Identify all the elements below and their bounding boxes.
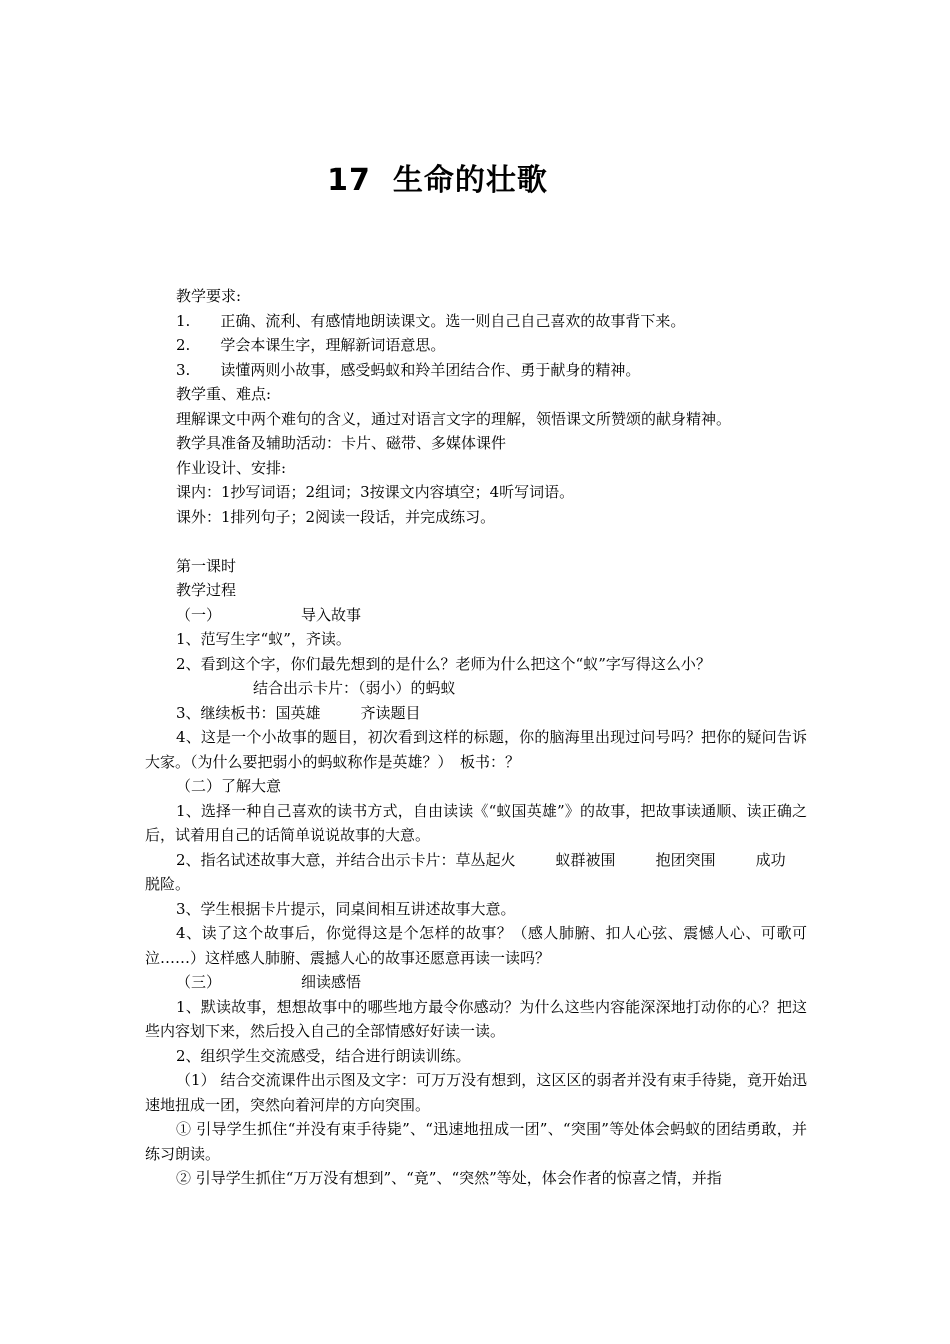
section-heading: （三） 细读感悟 bbox=[176, 973, 362, 991]
step-text: ① 引导学生抓住“并没有束手待毙”、“迅速地扭成一团”、“突围”等处体会蚂蚁的团结勇敢，并练习朗读。 bbox=[145, 1120, 807, 1163]
lesson-period: 第一课时 bbox=[176, 556, 237, 575]
step-text: 2、组织学生交流感受，结合进行朗读训练。 bbox=[176, 1046, 471, 1065]
homework-in-class: 课内：1抄写词语；2组词；3按课文内容填空；4听写词语。 bbox=[176, 483, 575, 501]
page-title bbox=[0, 155, 875, 199]
step-text: 脱险。 bbox=[145, 875, 191, 893]
requirement-item: 1. 正确、流利、有感情地朗读课文。选一则自己自己喜欢的故事背下来。 bbox=[176, 311, 686, 330]
step-text: 1、默读故事，想想故事中的哪些地方最令你感动？为什么这些内容能深深地打动你的心？把这些内容划下来，然后投入自己的全部情感好好读一读。 bbox=[145, 997, 807, 1040]
requirement-item: 3. 读懂两则小故事，感受蚂蚁和羚羊团结合作、勇于献身的精神。 bbox=[176, 360, 641, 379]
step-text: 1、范写生字“蚁”，齐读。 bbox=[176, 630, 351, 648]
requirements-heading: 教学要求: bbox=[176, 287, 242, 305]
step-text: ② 引导学生抓住“万万没有想到”、“竟”、“突然”等处，体会作者的惊喜之情，并指 bbox=[176, 1169, 722, 1187]
spacer bbox=[145, 529, 807, 554]
preparation-text: 教学具准备及辅助活动：卡片、磁带、多媒体课件 bbox=[176, 434, 507, 452]
requirement-item: 2. 学会本课生字，理解新词语意思。 bbox=[176, 336, 446, 354]
section-heading: （二）了解大意 bbox=[176, 777, 282, 795]
step-text: 2、看到这个字，你们最先想到的是什么？老师为什么把这个“蚁”字写得这么小？ bbox=[176, 654, 711, 673]
step-text: 1、选择一种自己喜欢的读书方式，自由读读《“蚁国英雄”》的故事，把故事读通顺、读正确之后，试着用自己的话简单说说故事的大意。 bbox=[145, 801, 807, 844]
homework-after-class: 课外：1排列句子；2阅读一段话，并完成练习。 bbox=[176, 507, 496, 526]
key-points-text: 理解课文中两个难句的含义，通过对语言文字的理解，领悟课文所赞颂的献身精神。 bbox=[176, 409, 732, 428]
step-text: 2、指名试述故事大意，并结合出示卡片：草丛起火 蚁群被围 抱团突围 成功 bbox=[176, 850, 786, 869]
step-text: 4、读了这个故事后，你觉得这是个怎样的故事？（感人肺腑、扣人心弦、震憾人心、可歌可泣……）这样感人肺腑、震撼人心的故事还愿意再读一读吗？ bbox=[145, 924, 807, 967]
card-text: 结合出示卡片：（弱小）的蚂蚁 bbox=[253, 679, 456, 697]
lesson-plan-body bbox=[145, 284, 807, 1191]
lesson-title: 生命的壮歌 bbox=[392, 163, 548, 198]
step-text: 3、学生根据卡片提示，同桌间相互讲述故事大意。 bbox=[176, 899, 516, 918]
step-text: 3、继续板书：国英雄 齐读题目 bbox=[176, 703, 421, 722]
step-text: （1） 结合交流课件出示图及文字：可万万没有想到，这区区的弱者并没有束手待毙，竟开始迅速地扭成一团，突然向着河岸的方向突围。 bbox=[145, 1071, 807, 1114]
key-points-heading: 教学重、难点: bbox=[176, 385, 272, 403]
step-text: 4、这是一个小故事的题目，初次看到这样的标题，你的脑海里出现过问号吗？把你的疑问告诉大家。（为什么要把弱小的蚂蚁称作是英雄？） 板书：？ bbox=[145, 728, 807, 771]
process-heading: 教学过程 bbox=[176, 581, 237, 599]
homework-heading: 作业设计、安排: bbox=[176, 458, 287, 477]
section-heading: （一） 导入故事 bbox=[176, 605, 362, 624]
lesson-number: 17 bbox=[327, 163, 371, 198]
